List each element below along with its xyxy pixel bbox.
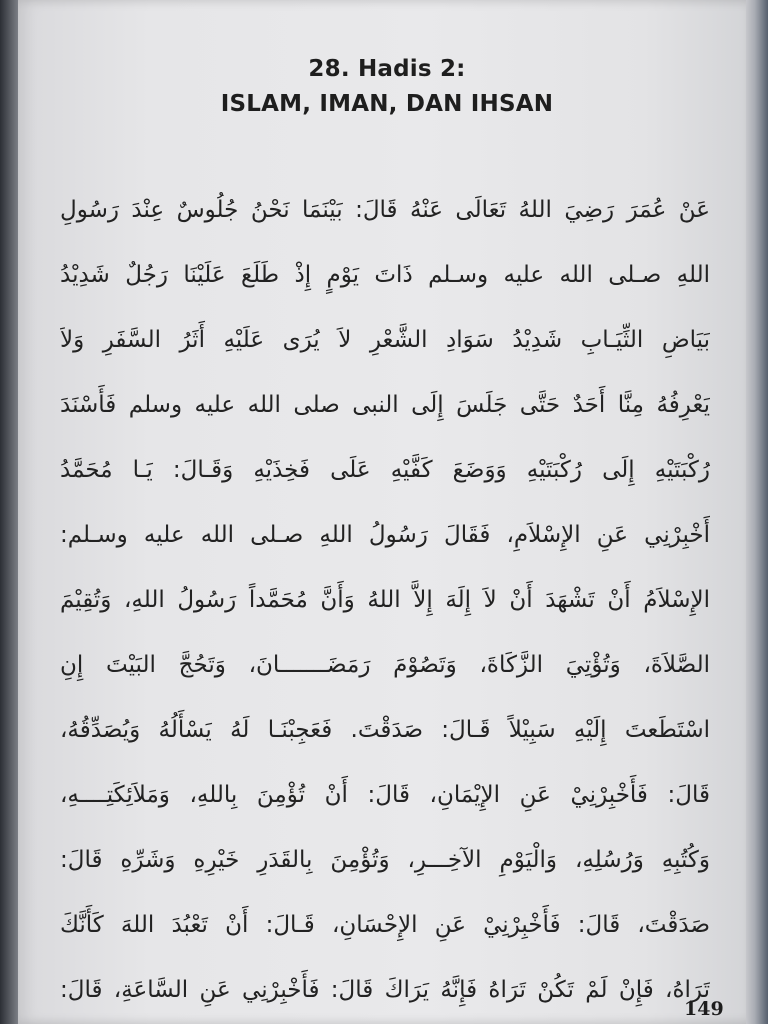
arabic-line: تَرَاهُ، فَإِنْ لَمْ تَكُنْ تَرَاهُ فَإِنَّهُ يَرَاكَ قَالَ: فَأَخْبِرْنِي عَنِ السَّاعَةِ، قَالَ:	[60, 977, 710, 1003]
arabic-line: اللهِ صـلى الله عليه وسـلم ذَاتَ يَوْمٍ إِذْ طَلَعَ عَلَيْنَا رَجُلٌ شَدِيْدُ	[60, 262, 710, 288]
arabic-line: أَخْبِرْنِي عَنِ الإِسْلاَمِ، فَقَالَ رَسُولُ اللهِ صـلى الله عليه وسـلم:	[60, 522, 710, 548]
chapter-heading-title: ISLAM, IMAN, DAN IHSAN	[220, 91, 554, 117]
arabic-line: قَالَ: فَأَخْبِرْنِيْ عَنِ الإِيْمَانِ، قَالَ: أَنْ تُؤْمِنَ بِاللهِ، وَمَلاَئِكَتِــــهِ،	[60, 782, 710, 808]
arabic-line: الصَّلاَةَ، وَتُؤْتِيَ الزَّكَاةَ، وَتَصُوْمَ رَمَضَـــــــانَ، وَتَحُجَّ البَيْتَ إِنِ	[60, 652, 710, 678]
arabic-line: اسْتَطَعتَ إِلَيْهِ سَبِيْلاً قَـالَ: صَدَقْتَ. فَعَجِبْنَـا لَهُ يَسْأَلُهُ وَيُصَدِّقُهُ،	[60, 717, 710, 743]
arabic-hadith-text	[60, 178, 710, 1023]
chapter-heading-number: 28. Hadis 2:	[308, 56, 466, 82]
arabic-line: بَيَاضِ الثِّيَـابِ شَدِيْدُ سَوَادِ الشَّعْرِ لاَ يُرَى عَلَيْهِ أَثَرُ السَّفَرِ وَلاَ	[60, 327, 710, 353]
arabic-line: رُكْبَتَيْهِ إِلَى رُكْبَتَيْهِ وَوَضَعَ كَفَّيْهِ عَلَى فَخِذَيْهِ وَقَـالَ: يَـا مُحَمَّدُ	[60, 457, 710, 483]
arabic-line: عَنْ عُمَرَ رَضِيَ اللهُ تَعَالَى عَنْهُ قَالَ: بَيْنَمَا نَحْنُ جُلُوسٌ عِنْدَ رَسُولِ	[60, 197, 710, 223]
background-left-shadow	[0, 0, 18, 1024]
page-edge-shadow	[746, 0, 768, 1024]
arabic-line: الإِسْلاَمُ أَنْ تَشْهَدَ أَنْ لاَ إِلَهَ إِلاَّ اللهُ وَأَنَّ مُحَمَّداً رَسُولُ اللهِ، وَتُقِيْمَ	[60, 587, 710, 613]
arabic-line: صَدَقْتَ، قَالَ: فَأَخْبِرْنِيْ عَنِ الإِحْسَانِ، قَـالَ: أَنْ تَعْبُدَ اللهَ كَأَنَّكَ	[60, 912, 710, 938]
page-number: 149	[684, 998, 724, 1020]
arabic-line: وَكُتُبِهِ وَرُسُلِهِ، وَالْيَوْمِ الآخِـــرِ، وَتُؤْمِنَ بِالقَدَرِ خَيْرِهِ وَشَرِّهِ قَالَ:	[60, 847, 710, 873]
arabic-line: يَعْرِفُهُ مِنَّا أَحَدٌ حَتَّى جَلَسَ إِلَى النبى صلى الله عليه وسلم فَأَسْنَدَ	[60, 392, 710, 418]
